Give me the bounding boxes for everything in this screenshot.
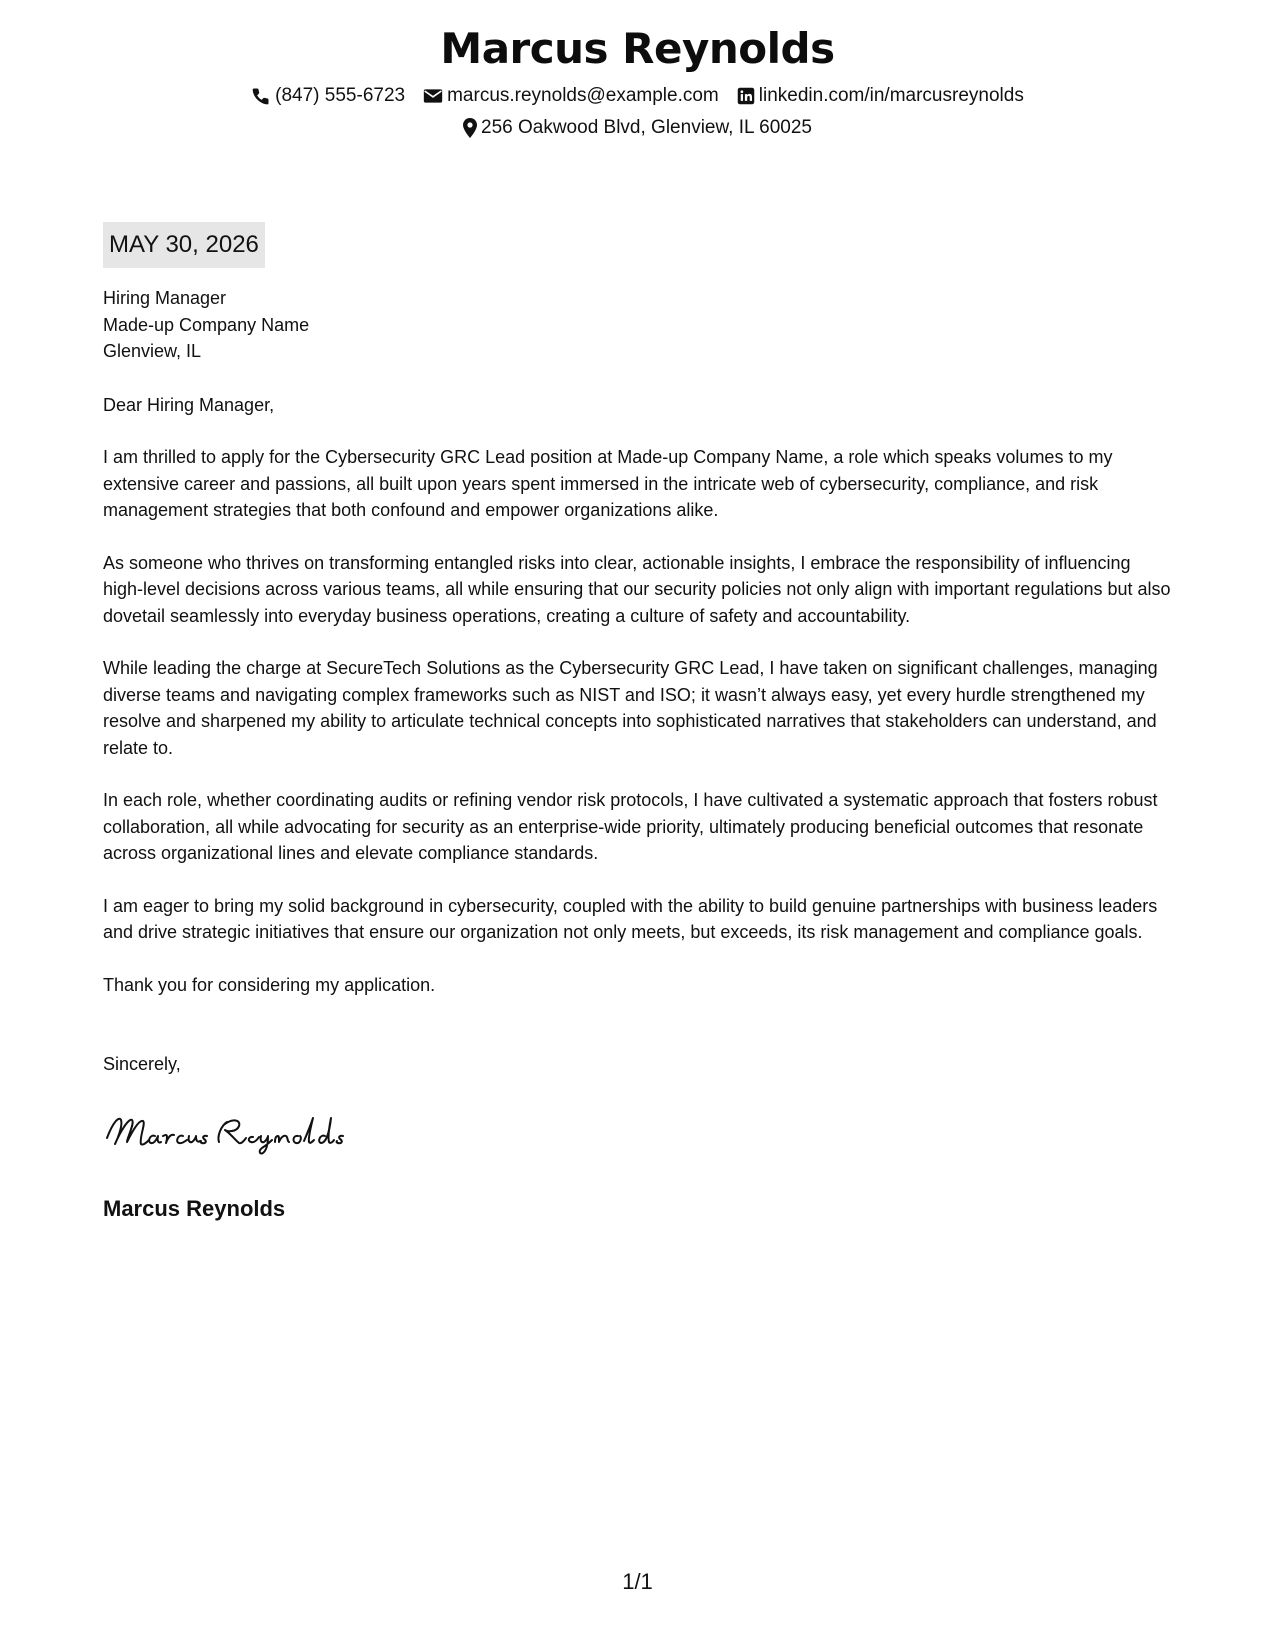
body-paragraph: In each role, whether coordinating audits or refining vendor risk protocols, I have cultivated a systematic approach that fosters robust collaboration, all while advocating for security as an enterprise-wide priority, ultimately producing beneficial outcomes that resonate across organizational lines and elevate compliance standards. [103, 790, 1158, 863]
contact-address [463, 114, 812, 142]
recipient-company: Made-up Company Name [103, 314, 310, 335]
street-address: 256 Oakwood Blvd, Glenview, IL 60025 [481, 117, 812, 138]
phone-icon [251, 86, 271, 106]
contact-email [423, 82, 719, 110]
body-paragraph: I am thrilled to apply for the Cybersecurity GRC Lead position at Made-up Company Name, a role which speaks volumes to my extensive career and passions, all built upon years spent immersed in the intricate web of cybersecurity, compliance, and risk management strategies that both confound and empower organizations alike. [103, 447, 1113, 520]
body-paragraph: I am eager to bring my solid background in cybersecurity, coupled with the ability to build genuine partnerships with business leaders and drive strategic initiatives that ensure our organization not only meets, but exceeds, its risk management and compliance goals. [103, 895, 1158, 942]
page-number: 1/1 [622, 1569, 653, 1594]
recipient-title: Hiring Manager [103, 288, 227, 308]
letter-header [0, 22, 1275, 142]
signature-name: Marcus Reynolds [103, 1196, 286, 1221]
recipient-block [103, 285, 1173, 365]
handwritten-signature [103, 1108, 373, 1156]
body-paragraph: As someone who thrives on transforming entangled risks into clear, actionable insights, I embrace the responsibility of influencing high-level decisions across various teams, all while ensuring that our security policies not only align with important regulations but also dovetail seamlessly into everyday business operations, creating a culture of safety and accountability. [103, 552, 1171, 626]
closing: Sincerely, [103, 1054, 181, 1074]
linkedin-icon [737, 87, 755, 105]
body-paragraph: While leading the charge at SecureTech Solutions as the Cybersecurity GRC Lead, I have taken on significant challenges, managing diverse teams and navigating complex frameworks such as NIST and ISO; it wasn’t always easy, yet every hurdle strengthened my resolve and sharpened my ability to articulate technical concepts into sophisticated narratives that stakeholders can understand, and relate to. [103, 658, 1158, 758]
thank-you-line: Thank you for considering my application. [103, 974, 436, 995]
letter-date: MAY 30, 2026 [103, 222, 265, 268]
contact-line-secondary [0, 114, 1275, 142]
linkedin-url[interactable]: linkedin.com/in/marcusreynolds [758, 85, 1024, 106]
applicant-name: Marcus Reynolds [440, 24, 835, 73]
salutation: Dear Hiring Manager, [103, 394, 275, 415]
map-marker-icon [463, 118, 477, 138]
contact-linkedin [737, 82, 1024, 110]
phone-number: (847) 555-6723 [275, 85, 406, 106]
contact-phone [251, 82, 405, 110]
email-address[interactable]: marcus.reynolds@example.com [447, 85, 719, 106]
letter-body [103, 285, 1173, 1223]
recipient-location: Glenview, IL [103, 341, 202, 361]
contact-line-primary [0, 82, 1275, 110]
envelope-icon [423, 88, 443, 104]
